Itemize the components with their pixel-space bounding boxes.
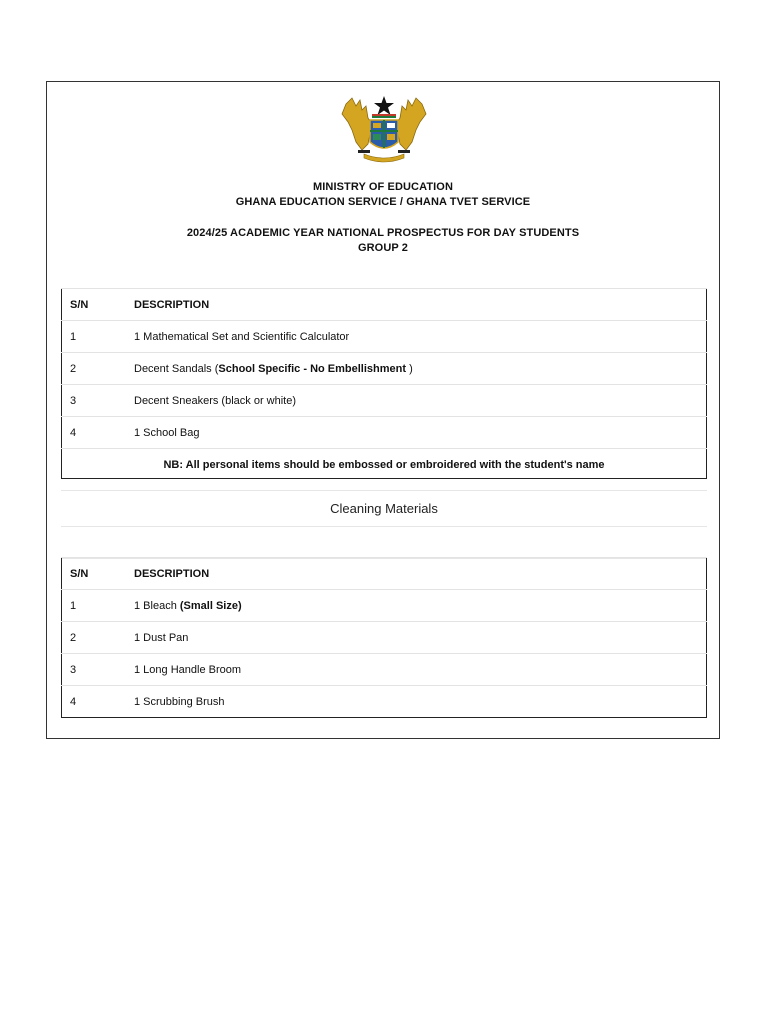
row-sn: 3: [61, 385, 125, 417]
row-sn: 4: [61, 686, 125, 718]
group-heading: GROUP 2: [357, 242, 408, 254]
description-header: DESCRIPTION: [125, 289, 707, 321]
row-description: Decent Sneakers (black or white): [125, 385, 707, 417]
row-sn: 4: [61, 417, 125, 449]
row-description: 1 Dust Pan: [125, 622, 707, 654]
service-heading: GHANA EDUCATION SERVICE / GHANA TVET SERVICE: [235, 196, 531, 208]
description-header: DESCRIPTION: [125, 558, 707, 590]
row-description: 1 Bleach (Small Size): [125, 590, 707, 622]
row-sn: 1: [61, 321, 125, 353]
section-title: Cleaning Materials: [61, 490, 707, 527]
prospectus-heading: 2024/25 ACADEMIC YEAR NATIONAL PROSPECTUS FOR DAY STUDENTS: [186, 227, 580, 239]
row-sn: 2: [61, 622, 125, 654]
ghana-coat-of-arms-icon: [338, 94, 430, 168]
ministry-heading: MINISTRY OF EDUCATION: [312, 181, 453, 193]
note-row: [61, 449, 707, 481]
prospectus-page: [46, 81, 720, 739]
row-sn: 2: [61, 353, 125, 385]
row-description: 1 Long Handle Broom: [125, 654, 707, 686]
table-row: [61, 353, 707, 385]
table-row: [61, 622, 707, 654]
row-description: 1 Mathematical Set and Scientific Calculator: [125, 321, 707, 353]
note-text: NB: All personal items should be embossed or embroidered with the student's name: [61, 449, 707, 481]
row-description: Decent Sandals (School Specific - No Embellishment ): [125, 353, 707, 385]
table-header-row: [61, 558, 707, 590]
table-row: [61, 686, 707, 718]
table-header-row: [61, 289, 707, 321]
row-description: 1 Scrubbing Brush: [125, 686, 707, 718]
cleaning-materials-table: [61, 557, 707, 717]
requirements-table: [61, 288, 707, 480]
table-row: [61, 417, 707, 449]
table-row: [61, 590, 707, 622]
row-sn: 3: [61, 654, 125, 686]
table-row: [61, 654, 707, 686]
row-description: 1 School Bag: [125, 417, 707, 449]
table-row: [61, 385, 707, 417]
emphasis-text: (Small Size): [179, 599, 242, 612]
emphasis-text: School Specific - No Embellishment: [218, 362, 407, 375]
sn-header: S/N: [61, 289, 125, 321]
sn-header: S/N: [61, 558, 125, 590]
table-row: [61, 321, 707, 353]
row-sn: 1: [61, 590, 125, 622]
